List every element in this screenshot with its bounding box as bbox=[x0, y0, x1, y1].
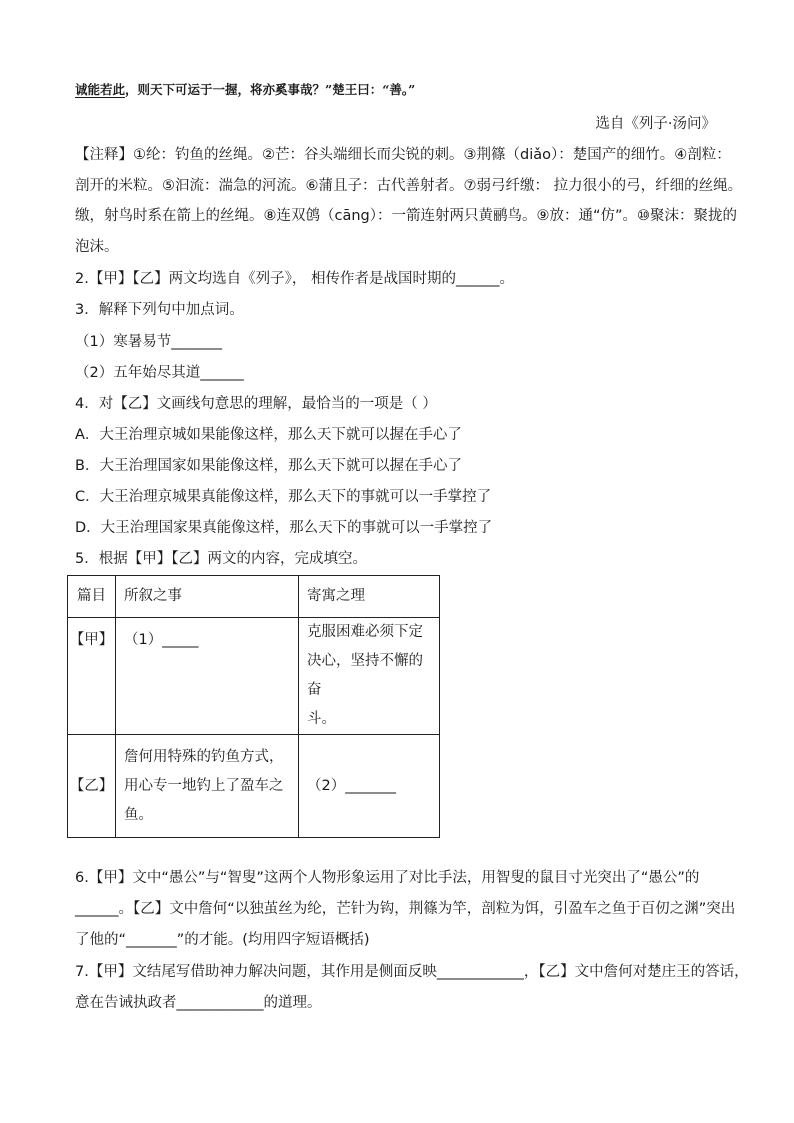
table-header-row bbox=[68, 576, 440, 618]
answer-blank-1[interactable]: （1）_____ bbox=[116, 618, 299, 735]
cell-line: 鱼。 bbox=[124, 806, 153, 823]
header-cell: 寄寓之理 bbox=[299, 576, 440, 618]
table-row bbox=[68, 735, 440, 838]
header-cell: 所叙之事 bbox=[116, 576, 299, 618]
question-6-line: 了他的“_______”的才能。(均用四字短语概括) bbox=[75, 932, 370, 948]
question-2: 2.【甲】【乙】两文均选自《列子》， 相传作者是战国时期的______。 bbox=[75, 271, 514, 287]
question-4: 4．对【乙】文画线句意思的理解，最恰当的一项是（ ） bbox=[75, 396, 437, 412]
question-7-line: 意在告诫执政者____________的道理。 bbox=[75, 995, 322, 1011]
event-cell bbox=[116, 735, 299, 838]
row-label: 【甲】 bbox=[68, 618, 116, 735]
cell-line: 斗。 bbox=[307, 711, 336, 727]
question-3-item-2: （2）五年始尽其道______ bbox=[75, 365, 244, 381]
question-3: 3．解释下列句中加点词。 bbox=[75, 302, 244, 318]
notes-line: 泡沫。 bbox=[75, 239, 119, 255]
underlined-sentence: 诚能若此 bbox=[75, 82, 126, 97]
question-6-line: 6.【甲】文中“愚公”与“智叟”这两个人物形象运用了对比手法，用智叟的鼠目寸光突出了“愚公”的 bbox=[75, 870, 700, 886]
header-cell: 篇目 bbox=[68, 576, 116, 618]
question-7-line: 7.【甲】文结尾写借助神力解决问题，其作用是侧面反映____________，【乙】文中詹何对楚庄王的答话， bbox=[75, 964, 749, 980]
question-6-line: ______。【乙】文中詹何“以独茧丝为纶，芒针为钩，荆篠为竿，剖粒为饵，引盈车之鱼于百仞之渊”突出 bbox=[75, 901, 736, 917]
question-3-item-1: （1）寒暑易节_______ bbox=[75, 334, 222, 350]
question-4-option-d: D．大王治理国家果真能像这样，那么天下的事就可以一手掌控了 bbox=[75, 520, 493, 536]
question-4-option-a: A．大王治理京城如果能像这样，那么天下就可以握在手心了 bbox=[75, 427, 462, 443]
lesson-cell bbox=[299, 618, 440, 735]
question-4-option-c: C．大王治理京城果真能像这样，那么天下的事就可以一手掌控了 bbox=[75, 489, 492, 505]
question-5: 5．根据【甲】【乙】两文的内容，完成填空。 bbox=[75, 551, 367, 567]
table-row bbox=[68, 618, 440, 735]
row-label: 【乙】 bbox=[68, 735, 116, 838]
notes-line: 缴，射鸟时系在箭上的丝绳。⑧连双鸧（cāng）：一箭连射两只黄鹂鸟。⑨放：通“仿”。⑩聚沫：聚拢的 bbox=[75, 208, 738, 224]
passage-source: 选自《列子·汤问》 bbox=[595, 116, 716, 132]
answer-table bbox=[67, 575, 440, 838]
notes-line: 【注释】①纶：钓鱼的丝绳。②芒：谷头端细长而尖锐的刺。③荆篠（diǎo）：楚国产的细竹。④剖粒： bbox=[75, 147, 731, 163]
passage-line-rest: ，则天下可运于一握，将亦奚事哉？”楚王曰：“善。” bbox=[125, 82, 416, 97]
cell-line: 决心，坚持不懈的奋 bbox=[307, 653, 423, 698]
notes-line: 剖开的米粒。⑤汩流：湍急的河流。⑥蒲且子：古代善射者。⑦弱弓纤缴： 拉力很小的弓，纤细的丝绳。 bbox=[75, 178, 743, 194]
question-4-option-b: B．大王治理国家如果能像这样，那么天下就可以握在手心了 bbox=[75, 458, 462, 474]
cell-line: 克服困难必须下定 bbox=[307, 624, 423, 640]
cell-line: 詹何用特殊的钓鱼方式， bbox=[124, 748, 284, 765]
passage-line bbox=[75, 80, 415, 100]
cell-line: 用心专一地钓上了盈车之 bbox=[124, 777, 284, 794]
answer-blank-2[interactable]: （2）_______ bbox=[299, 735, 440, 838]
